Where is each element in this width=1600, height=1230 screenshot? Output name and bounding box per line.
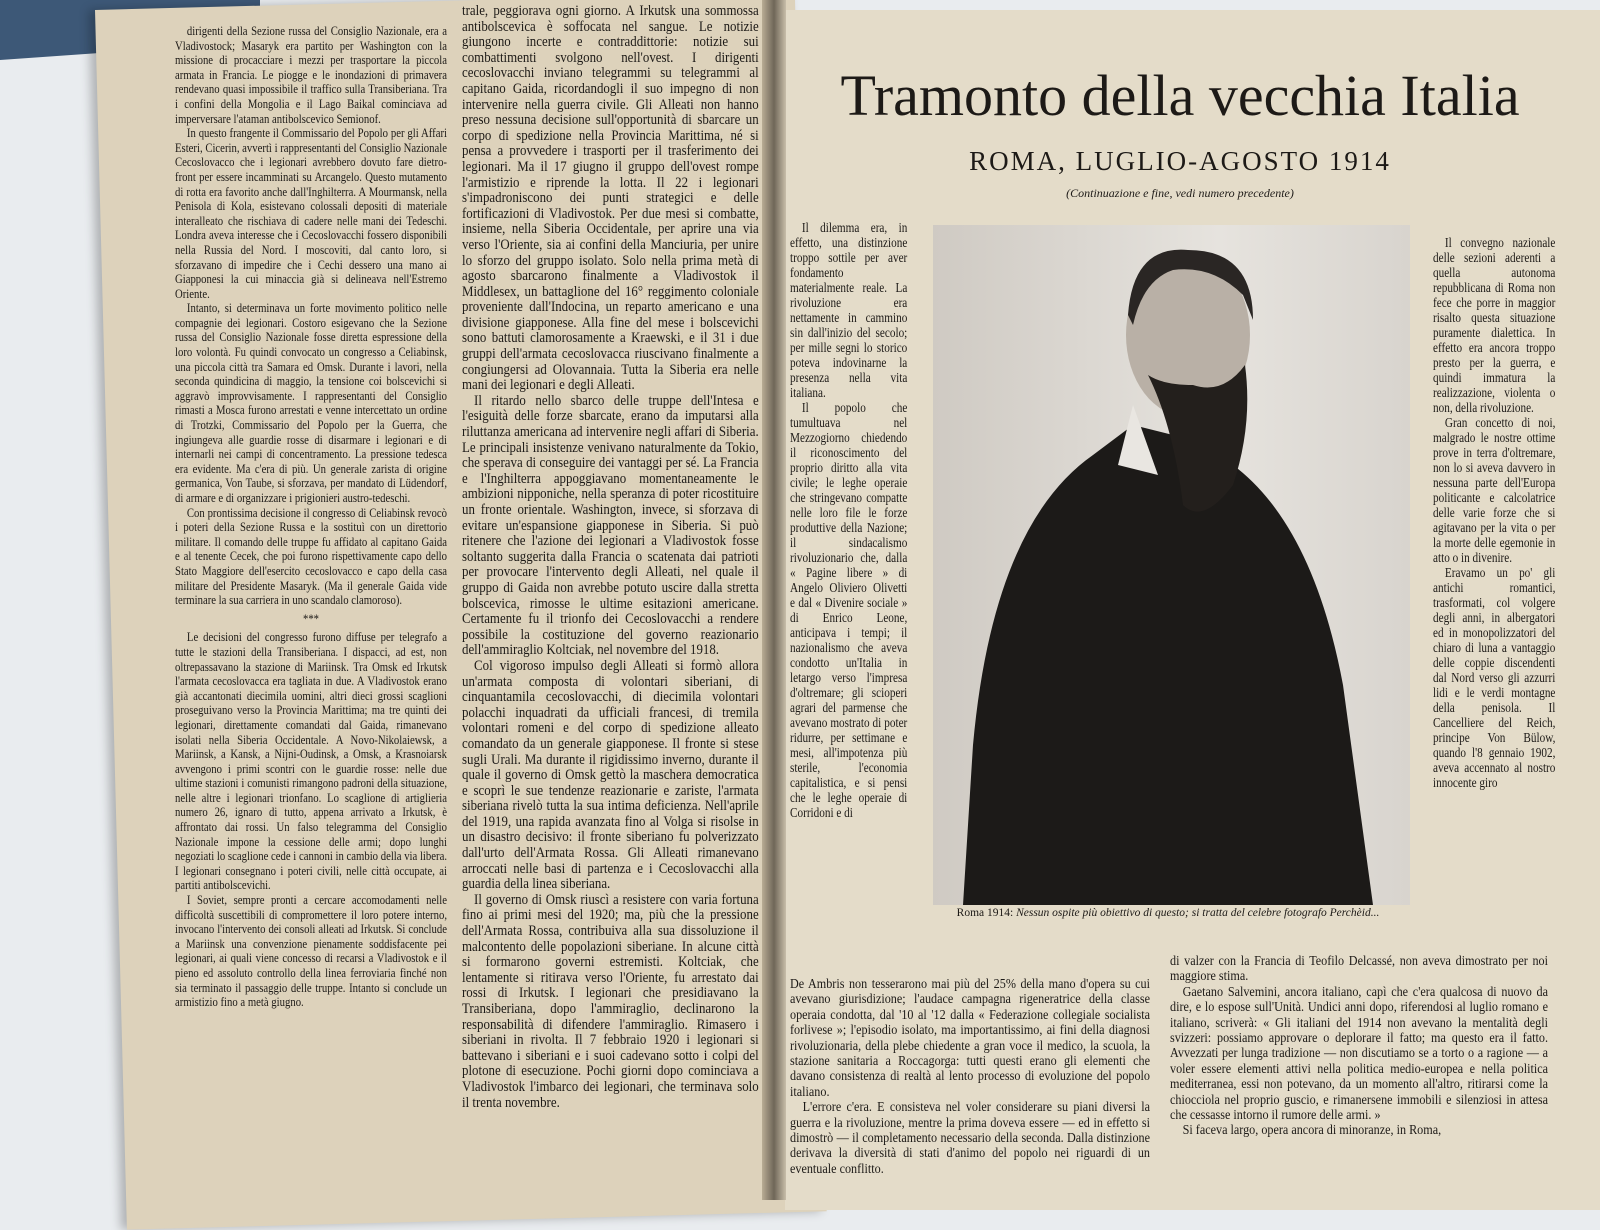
paragraph: di valzer con la Francia di Teofilo Delcassé, non aveva dimostrato per noi maggiore stima. [1170,953,1548,984]
paragraph: Si faceva largo, opera ancora di minoranze, in Roma, [1182,1122,1442,1138]
paragraph: Col vigoroso impulso degli Alleati si formò allora un'armata composta di volontari siberiani, di cinquantamila cecoslovacchi, di diecimila volontari polacchi inquadrati da ufficiali francesi, di tremila volontari romeni e del corpo di spedizione alleato comandato da un generale giapponese. Il fronte si stese sugli Urali. Ma durante il rigidissimo inverno, durante il quale il governo di Omsk gettò la maschera democratica e scoprì le sue tendenze reazionarie e zariste, l'armata siberiana rivelò tutta la sua intima deficienza. Nell'aprile del 1919, una rapida avanzata fino al Volga si risolse in un disastro decisivo: il fronte siberiano fu polverizzato dall'urto dell'Armata Rossa. Gli Alleati rimanevano arroccati nelle basi di partenza e i Cecoslovacchi alla guardia della linea siberiana. [462,657,759,893]
paragraph: Il convegno nazionale delle sezioni aderenti a quella autonoma repubblicana di Roma non fece che porre in maggior risalto questa situazione puramente dialettica. In effetto era ancora troppo presto per la guerra, e quindi immatura la realizzazione, violenta o non, della rivoluzione. [1433,235,1556,415]
continuation-note: (Continuazione e fine, vedi numero precedente) [1066,186,1294,200]
paragraph: Il governo di Omsk riuscì a resistere con varia fortuna fino ai primi mesi del 1920; ma, più che la pressione dell'Armata Rossa, contribuiva alla sua dissoluzione il malcontento delle popolazioni siberiane. In alcune città si formarono governi estremisti. Koltciak, che lentamente si ritirava verso l'Oriente, fu arrestato dai rossi di Irkutsk. I legionari che presidiavano la Transiberiana, dopo l'ammiraglio, declinarono la responsabilità di difendere l'ammiraglio. Rimasero i siberiani in rivolta. Il 7 febbraio 1920 i legionari si battevano i siberiani e i suoi cadevano sotto i colpi del plotone di esecuzione. Pochi giorni dopo cominciava a Vladivostok l'imbarco dei legionari, che terminava solo il trenta novembre. [462,891,759,1111]
caption-text: Nessun ospite più obiettivo di questo; si tratta del celebre fotografo Perchèid... [1016,907,1380,919]
paragraph: Gran concetto di noi, malgrado le nostre ottime prove in terra d'oltremare, non lo si aveva davvero in nessuna parte dell'Europa politicante e calcolatrice delle varie forze che si agitavano per la vita o per la morte delle egemonie in atto o in divenire. [1433,415,1556,565]
right-narrow-column [1433,235,1555,790]
paragraph: Il popolo che tumultuava nel Mezzogiorno chiedendo il riconoscimento del proprio diritto alla vita civile; le leghe operaie che stringevano compatte nelle loro file le forze produttive della Nazione; il sindacalismo rivoluzionario che, dalla « Pagine libere » di Angelo Oliviero Olivetti e dal « Divenire sociale » di Enrico Leone, anticipava i tempi; il nazionalismo che aveva condotto un'Italia in letargo verso l'impresa d'oltremare; gli scioperi agrari del parmense che avevano mostrato di poter ridurre, per settimane e mesi, all'impotenza più sterile, l'economia capitalistica, e si pensi che le leghe operaie di Corridoni e di [790,400,908,820]
left-narrow-column [790,220,907,820]
paragraph: trale, peggiorava ogni giorno. A Irkutsk una sommossa antibolscevica è soffocata nel sangue. Le notizie giungono incerte e contraddittorie: notizie sui combattimenti svolgono nell'ovest. I dirigenti cecoslovacchi inviano telegrammi su telegrammi al capitano Gaida, ricordandogli il suo impegno di non intervenire nella guerra civile. Gli Alleati non hanno preso nessuna decisione sull'opportunità di sbarcare un corpo di spedizione nella Provincia Marittima, né si pensa a provvedere i trasporti per il trasferimento dei legionari. Ma il 17 giugno il gruppo dell'ovest rompe l'armistizio e riprende la lotta. Il 22 i legionari s'impadroniscono dei punti strategici e delle fortificazioni di Vladivostok. Per due mesi si combatte, insieme, nella Siberia Occidentale, per aprire una via verso l'Oriente, sia ai confini della Manciuria, per unire lo sforzo del gruppo isolato. Solo nella prima metà di agosto sbarcarono finalmente a Vladivostok il Middlesex, un battaglione del 16° reggimento coloniale proveniente dall'Indocina, un reparto americano e una divisione giapponese. Alla fine del mese i bolscevichi sono battuti clamorosamente a Kraewski, e il 31 i due gruppi dell'armata cecoslovacca riuscivano finalmente a congiungersi ad Olovannaia. Tutta la Siberia era nelle mani dei legionari e degli Alleati. [462,3,759,394]
paragraph: Il dilemma era, in effetto, una distinzione troppo sottile per aver fondamento materialmente reale. La rivoluzione era nettamente in cammino sin dall'inizio del secolo; per mille segni lo storico poteva indovinarne la presenza nella vita italiana. [790,220,908,400]
paragraph: Il ritardo nello sbarco delle truppe dell'Intesa e l'esiguità delle forze sbarcate, erano da imputarsi alla riluttanza americana ad intervenire negli affari di Siberia. Le principali insistenze venivano naturalmente da Tokio, che sperava di conseguire dei vantaggi per sé. La Francia e l'Inghilterra appoggiavano momentaneamente le ambizioni nipponiche, nella speranza di poter ricostituire un fronte orientale. Washington, invece, si sforzava di evitare un'espansione giapponese in Siberia. Si può ritenere che l'azione dei legionari a Vladivostok fosse soltanto suggerita dalla Francia o scatenata dai patrioti per provocare l'intervento degli Alleati, nel quale il gruppo di Gaida non avrebbe potuto uscire dalla stretta bolscevica, rimosse le ultime esitazioni americane. Certamente fu il trionfo dei Cecoslovacchi a rendere possibile la costituzione del governo reazionario dell'ammiraglio Koltciak, nel novembre del 1918. [462,392,759,659]
portrait-figure [933,225,1410,905]
paragraph: Le decisioni del congresso furono diffuse per telegrafo a tutte le stazioni della Transiberiana. I dispacci, ad est, non oltrepassavano la stazione di Mariinsk. Tra Omsk ed Irkutsk l'armata cecoslovacca era tagliata in due. A Vladivostok erano già accantonati diecimila uomini, altri dieci grossi scaglioni proseguivano verso la Provincia Marittima; ma tre quinti dei legionari, direttamente comandati dal Gaida, rimanevano isolati nella Siberia Occidentale. A Novo-Nikolaiewsk, a Mariinsk, a Kansk, a Nijni-Oudinsk, a Omsk, a Krasnoiarsk avvengono i primi scontri con le guardie rosse: nelle due ultime stazioni i comunisti rimangono padroni della situazione, nelle altre i legionari trionfano. Lo scaglione di artiglieria numero 26, ignaro di tutto, appena arrivato a Irkutsk, è affrontato dai rossi. Un falso telegramma del Consiglio Nazionale impone la cessione delle armi; dopo lunghi negoziati lo scaglione cede i cannoni in cambio della via libera. I legionari consegnano i poteri civili, nelle città occupate, ai partiti antibolscevichi. [175,630,447,893]
article-title: Tramonto della vecchia Italia [840,63,1520,128]
paragraph: In questo frangente il Commissario del Popolo per gli Affari Esteri, Cicerin, avvertì i rappresentanti del Consiglio Nazionale Cecoslovacco che i legionari avrebbero dovuto fare dietro-front per essere incamminati su Arcangelo. Questo mutamento di rotta era favorito anche dall'Inghilterra. A Mourmansk, nella Penisola di Kola, esistevano colossali depositi di materiale interalleato che rischiava di cadere nelle mani dei Tedeschi. Londra aveva interesse che i Cecoslovacchi fossero disponibili nella Russia del Nord. I moscoviti, dal canto loro, si sforzavano di impedire che i Cechi dessero una mano ai Giapponesi la cui minaccia già si delineava nell'Estremo Oriente. [175,126,447,301]
bottom-right-column [1170,953,1548,1138]
paragraph: I Soviet, sempre pronti a cercare accomodamenti nelle difficoltà suscettibili di compromettere il loro potere interno, invocano l'intervento dei consoli alleati ad Irkutsk. Si conclude a Mariinsk una convenzione pienamente soddisfacente pei legionari, ai quali viene concesso di recarsi a Vladivostok e il pieno ed assoluto controllo della linea ferroviaria finché non sia terminato il passaggio delle truppe. Intanto si conclude un armistizio fino a metà giugno. [175,893,447,1010]
photo-caption [928,907,1408,920]
article-subtitle: ROMA, LUGLIO-AGOSTO 1914 [969,146,1391,176]
paragraph: Intanto, si determinava un forte movimento politico nelle compagnie dei legionari. Costoro esigevano che la Sezione russa del Consiglio Nazionale fosse diretta espressione della loro volontà. Fu quindi convocato un congresso a Celiabinsk, una piccola città tra Samara ed Omsk. Durante i lavori, nella seconda quindicina di maggio, la tensione coi bolscevichi si aggravò improvvisamente. I rappresentanti del Consiglio rimasti a Mosca furono arrestati e venne intercettato un ordine di Trotzki, Commissario del Popolo per la Guerra, che ingiungeva alle guardie rosse di disarmare i legionari e di internarli nei campi di concentramento. La pressione tedesca era evidente. Ma c'era di più. Un generale zarista di origine germanica, Von Taube, si sforzava, per mandato di Lüdendorf, di armare e di organizzare i prigionieri austro-tedeschi. [175,301,447,505]
paragraph: Eravamo un po' gli antichi romantici, trasformati, col volgere degli anni, in albergatori ed in monopolizzatori del chiaro di luna a vantaggio delle coppie discendenti dal Nord verso gli azzurri lidi e le verdi montagne della penisola. Il Cancelliere del Reich, principe Von Bülow, quando l'8 gennaio 1902, aveva accennato al nostro innocente giro [1433,565,1556,790]
portrait-photo [933,225,1410,905]
book-gutter [762,0,786,1200]
left-column [175,24,447,1010]
paragraph: Gaetano Salvemini, ancora italiano, capì che c'era qualcosa di nuovo da dire, e lo espose sull'Unità. Undici anni dopo, riferendosi al luglio romano e italiano, scriverà: « Gli italiani del 1914 non avevano la mentalità degli svizzeri: possiamo approvare o deplorare il fatto; ma questo era il fatto. Avvezzati per lunga tradizione — non discutiamo se a torto o a ragione — a voler essere elementi attivi nella politica medio-europea e nella politica mediterranea, essi non potevano, da un momento all'altro, ritirarsi come la chiocciola nel proprio guscio, e rimanersene immobili e silenziosi in attesa che cessasse intorno il rumore delle armi. » [1170,983,1548,1123]
paragraph: Con prontissima decisione il congresso di Celiabinsk revocò i poteri della Sezione Russa e la sostituì con un direttorio militare. Il comando delle truppe fu affidato al capitano Gaida e al tenente Cecek, che poi furono rispettivamente capo dello Stato Maggiore dell'esercito cecoslovacco e capo della casa militare del Presidente Masaryk. (Ma il generale Gaida vide terminare la sua carriera in uno scandalo clamoroso). [175,505,447,608]
middle-column [462,4,759,1111]
paragraph: dirigenti della Sezione russa del Consiglio Nazionale, era a Vladivostock; Masaryk era partito per Washington con la missione di procacciare i mezzi per trasportare la piccola armata in Francia. Le piogge e le inondazioni di primavera rendevano quasi impossibile il traffico sulla Transiberiana. Tra i confini della Mongolia e il Lago Baikal cominciava ad imperversare l'ataman antibolscevico Semionof. [175,24,447,126]
caption-prefix: Roma 1914: [956,907,1014,919]
section-separator: *** [302,611,320,626]
bottom-left-column [790,976,1150,1176]
paragraph: De Ambris non tesserarono mai più del 25% della mano d'opera su cui avevano giurisdizione; l'audace campagna rigeneratrice della classe operaia condotta, dal '10 al '12 dalla « Federazione collegiale socialista forlivese »; l'episodio isolato, ma importantissimo, ai fini della diagnosi rivoluzionaria, della plebe chiedente a gran voce il medico, la scuola, la stazione sanitaria a Roccagorga: tutti questi erano gli elementi che davano consistenza di realtà al lento processo di evoluzione del popolo italiano. [790,976,1150,1099]
paragraph: L'errore c'era. E consisteva nel voler considerare su piani diversi la guerra e la rivoluzione, mentre la prima doveva essere — ed in effetto si dimostrò — il completamento necessario della seconda. Dalla distinzione derivava la diversità di stati d'animo del popolo nei riguardi di un eventuale conflitto. [790,1099,1150,1176]
